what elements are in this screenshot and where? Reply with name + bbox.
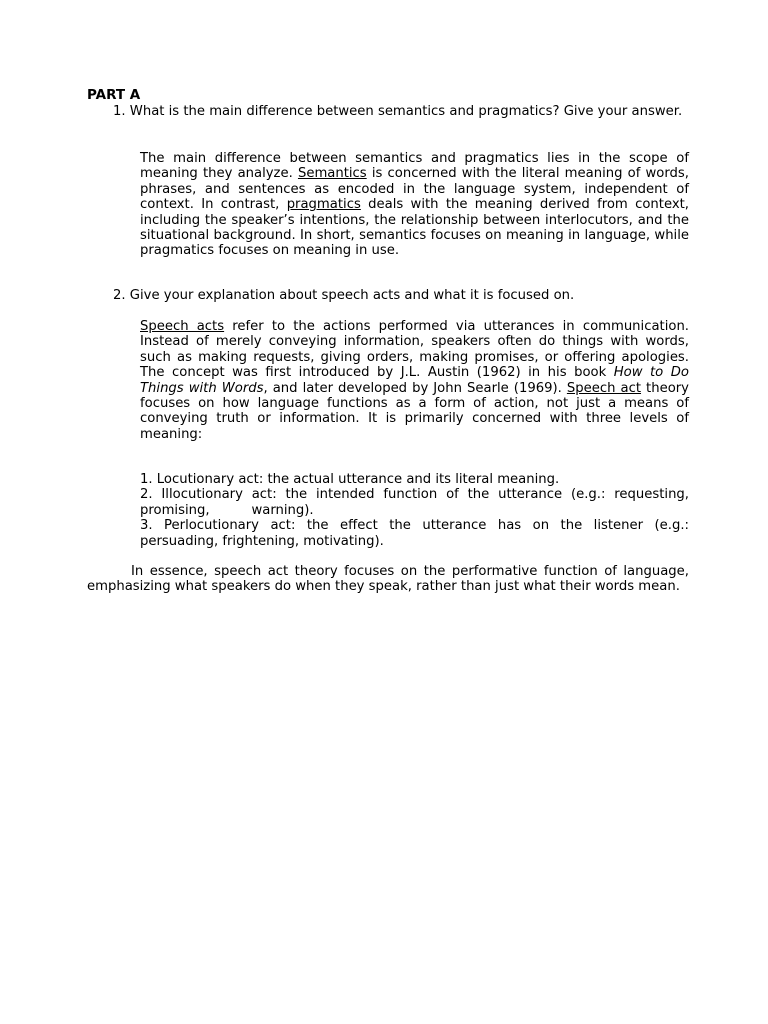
answer-2-text-c: theory focuses on how language functions as a form of action, not just a means of conveying truth or information. It is primarily concerned with three levels of meaning:: [140, 380, 689, 442]
term-speech-act: Speech act: [566, 380, 642, 396]
conclusion-paragraph: In essence, speech act theory focuses on the performative function of language, emphasizing what speakers do when they speak, rather than just what their words mean.: [87, 564, 689, 595]
question-1: [113, 104, 689, 119]
answer-1-text-b: is concerned with the literal meaning of words, phrases, and sentences as encoded in the language system, independent of context. In contrast,: [140, 166, 689, 213]
term-speech-acts: Speech acts: [140, 319, 225, 334]
term-pragmatics: pragmatics: [286, 197, 361, 213]
answer-1-text-c: deals with the meaning derived from context, including the speaker’s intentions, the relationship between interlocutors, and the situational background. In short, semantics focuses on meaning in language, while pragmatics focuses on meaning in use.: [140, 197, 689, 259]
question-2-text: 2. Give your explanation about speech acts and what it is focused on.: [113, 288, 575, 303]
answer-1: [140, 151, 689, 259]
list-item-locutionary: 1. Locutionary act: the actual utterance and its literal meaning.: [140, 472, 560, 487]
answer-1-text-a: The main difference between semantics and pragmatics lies in the scope of meaning they analyze.: [140, 151, 689, 182]
question-1-number: 1.: [113, 104, 126, 119]
question-2: [113, 288, 689, 303]
question-1-text: What is the main difference between semantics and pragmatics? Give your answer.: [129, 104, 683, 119]
section-heading: PART A: [87, 87, 141, 103]
answer-2-text-b: , and later developed by John Searle (1969).: [263, 380, 567, 396]
speech-act-levels-list: [140, 472, 689, 549]
list-item-perlocutionary: 3. Perlocutionary act: the effect the utterance has on the listener (e.g.: persuading, frightening, motivating).: [140, 518, 689, 549]
book-title: How to Do Things with Words: [140, 365, 689, 396]
list-item-illocutionary: 2. Illocutionary act: the intended function of the utterance (e.g.: requesting, promising, warning).: [140, 487, 689, 518]
answer-2: [140, 319, 689, 442]
term-semantics: Semantics: [297, 166, 367, 182]
answer-2-text-a: refer to the actions performed via utterances in communication. Instead of merely conveying information, speakers often do things with words, such as making requests, giving orders, making promises, or offering apologies. The concept was first introduced by J.L. Austin (1962) in his book: [140, 319, 689, 381]
